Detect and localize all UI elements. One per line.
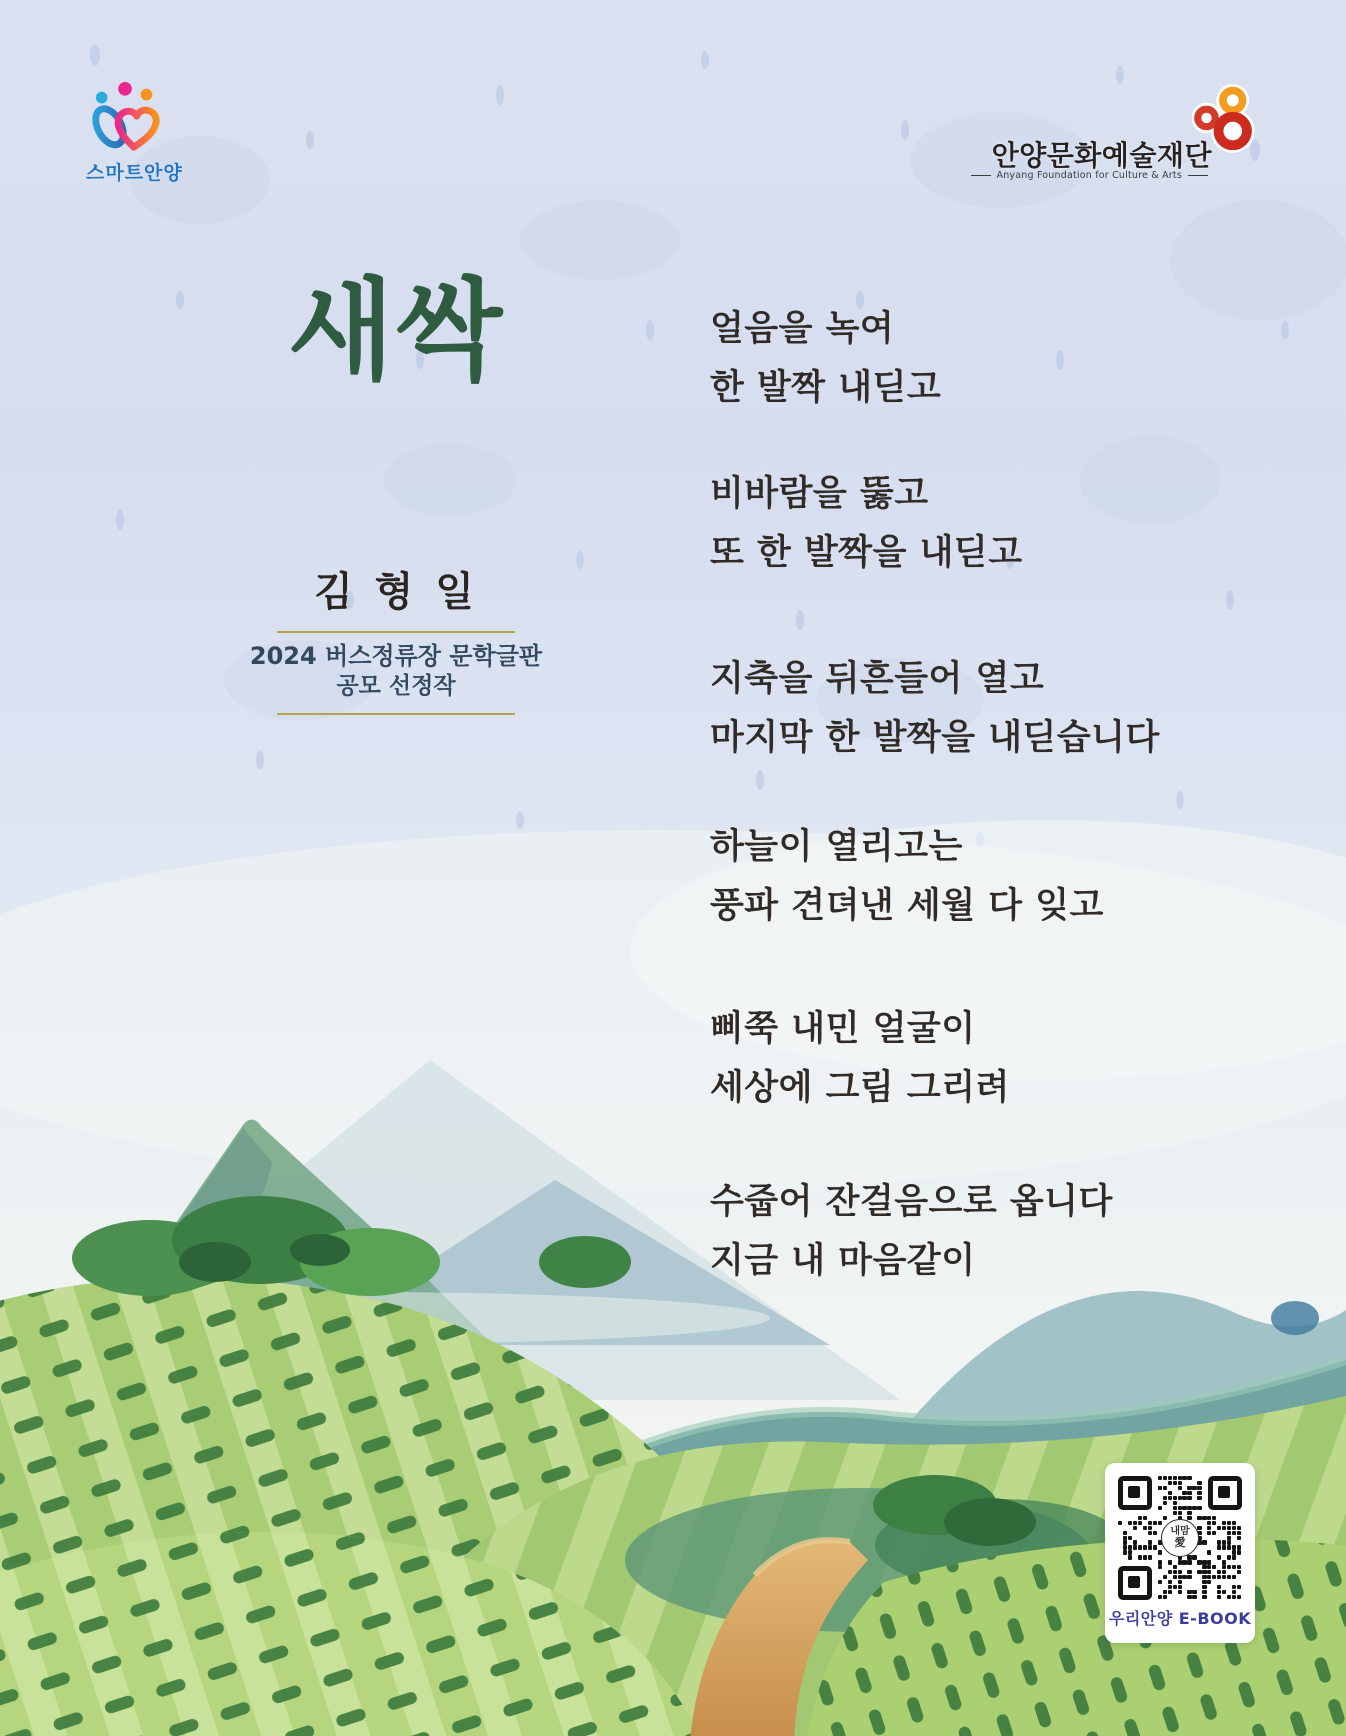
qr-module: [1178, 1560, 1182, 1564]
qr-module: [1173, 1585, 1177, 1589]
qr-module: [1182, 1506, 1186, 1510]
qr-module: [1197, 1516, 1201, 1520]
qr-module: [1148, 1545, 1152, 1549]
poem-line: 세상에 그림 그리려: [710, 1068, 1010, 1108]
qr-module: [1163, 1516, 1167, 1520]
qr-module: [1232, 1545, 1236, 1549]
qr-module: [1237, 1570, 1241, 1574]
qr-module: [1128, 1550, 1132, 1554]
qr-module: [1217, 1526, 1221, 1530]
qr-module: [1178, 1590, 1182, 1594]
qr-module: [1222, 1575, 1226, 1579]
qr-module: [1197, 1481, 1201, 1485]
qr-module: [1207, 1580, 1211, 1584]
qr-module: [1192, 1595, 1196, 1599]
qr-module: [1207, 1560, 1211, 1564]
poem-line: 하늘이 열리고는: [710, 827, 963, 867]
qr-module: [1173, 1476, 1177, 1480]
qr-module: [1217, 1570, 1221, 1574]
qr-module: [1128, 1545, 1132, 1549]
qr-module: [1222, 1570, 1226, 1574]
qr-module: [1227, 1575, 1231, 1579]
qr-stamp-text-2: 愛: [1174, 1536, 1186, 1550]
qr-module: [1163, 1476, 1167, 1480]
qr-module: [1153, 1521, 1157, 1525]
qr-module: [1143, 1516, 1147, 1520]
qr-module: [1232, 1531, 1236, 1535]
poem-stanza-3: [710, 650, 1160, 768]
qr-module: [1227, 1595, 1231, 1599]
qr-module: [1232, 1565, 1236, 1569]
qr-module: [1237, 1550, 1241, 1554]
qr-module: [1187, 1506, 1191, 1510]
smart-anyang-logo: [86, 82, 196, 185]
qr-module: [1182, 1575, 1186, 1579]
qr-module: [1217, 1545, 1221, 1549]
qr-module: [1237, 1585, 1241, 1589]
qr-module: [1138, 1521, 1142, 1525]
qr-module: [1202, 1575, 1206, 1579]
qr-module: [1123, 1540, 1127, 1544]
qr-module: [1163, 1595, 1167, 1599]
qr-module: [1212, 1565, 1216, 1569]
qr-module: [1187, 1486, 1191, 1490]
qr-module: [1222, 1545, 1226, 1549]
qr-module: [1237, 1545, 1241, 1549]
qr-stamp-text-1: 내맘: [1170, 1525, 1190, 1537]
qr-module: [1163, 1590, 1167, 1594]
qr-module: [1217, 1575, 1221, 1579]
qr-module: [1227, 1565, 1231, 1569]
poem-line: 풍파 견뎌낸 세월 다 잊고: [710, 886, 1104, 926]
qr-module: [1138, 1555, 1142, 1559]
qr-code: [1118, 1476, 1242, 1600]
contest-line-2: 공모 선정작: [336, 673, 456, 699]
qr-module: [1168, 1590, 1172, 1594]
qr-module: [1197, 1570, 1201, 1574]
contest-line-1: 2024 버스정류장 문학글판: [249, 642, 543, 670]
qr-module: [1192, 1590, 1196, 1594]
qr-module: [1163, 1486, 1167, 1490]
qr-module: [1237, 1595, 1241, 1599]
qr-module: [1173, 1575, 1177, 1579]
qr-module: [1212, 1575, 1216, 1579]
poem-line: 지축을 뒤흔들어 열고: [710, 659, 1045, 699]
qr-module: [1207, 1526, 1211, 1530]
qr-module: [1178, 1580, 1182, 1584]
qr-module: [1158, 1486, 1162, 1490]
qr-module: [1148, 1526, 1152, 1530]
qr-module: [1197, 1506, 1201, 1510]
qr-module: [1217, 1595, 1221, 1599]
qr-module: [1123, 1536, 1127, 1540]
qr-module: [1202, 1516, 1206, 1520]
qr-module: [1173, 1501, 1177, 1505]
qr-module: [1133, 1540, 1137, 1544]
qr-module: [1187, 1575, 1191, 1579]
qr-module: [1173, 1565, 1177, 1569]
qr-module: [1187, 1496, 1191, 1500]
qr-finder-icon: [1118, 1476, 1152, 1510]
qr-module: [1178, 1486, 1182, 1490]
qr-module: [1182, 1491, 1186, 1495]
qr-module: [1178, 1585, 1182, 1589]
qr-module: [1153, 1545, 1157, 1549]
qr-module: [1128, 1536, 1132, 1540]
qr-module: [1207, 1550, 1211, 1554]
qr-module: [1202, 1595, 1206, 1599]
qr-module: [1227, 1536, 1231, 1540]
qr-module: [1222, 1590, 1226, 1594]
qr-module: [1182, 1496, 1186, 1500]
poem-line: 또 한 발짝을 내딛고: [710, 533, 1023, 573]
qr-module: [1237, 1526, 1241, 1530]
qr-module: [1222, 1560, 1226, 1564]
qr-module: [1227, 1531, 1231, 1535]
qr-module: [1202, 1580, 1206, 1584]
poem-line: 비바람을 뚫고: [710, 474, 929, 514]
qr-module: [1207, 1531, 1211, 1535]
qr-module: [1128, 1521, 1132, 1525]
qr-module: [1168, 1560, 1172, 1564]
qr-module: [1158, 1560, 1162, 1564]
qr-module: [1163, 1501, 1167, 1505]
qr-module: [1222, 1540, 1226, 1544]
qr-module: [1148, 1521, 1152, 1525]
foundation-subtitle: Anyang Foundation for Culture & Arts: [952, 170, 1214, 181]
qr-module: [1217, 1555, 1221, 1559]
qr-module: [1148, 1531, 1152, 1535]
qr-module: [1227, 1540, 1231, 1544]
qr-module: [1178, 1476, 1182, 1480]
qr-module: [1232, 1595, 1236, 1599]
qr-module: [1173, 1511, 1177, 1515]
qr-module: [1143, 1555, 1147, 1559]
qr-module: [1187, 1555, 1191, 1559]
qr-module: [1123, 1545, 1127, 1549]
qr-module: [1128, 1555, 1132, 1559]
qr-module: [1212, 1521, 1216, 1525]
qr-module: [1227, 1521, 1231, 1525]
qr-module: [1168, 1491, 1172, 1495]
qr-module: [1232, 1526, 1236, 1530]
qr-module: [1207, 1516, 1211, 1520]
poem-stanza-5: [710, 1000, 1010, 1118]
qr-module: [1158, 1595, 1162, 1599]
qr-module: [1192, 1486, 1196, 1490]
qr-finder-icon: [1208, 1476, 1242, 1510]
qr-module: [1173, 1481, 1177, 1485]
qr-module: [1187, 1590, 1191, 1594]
qr-module: [1197, 1486, 1201, 1490]
qr-module: [1202, 1585, 1206, 1589]
qr-module: [1158, 1506, 1162, 1510]
qr-module: [1222, 1565, 1226, 1569]
poem-stanza-2: [710, 465, 1023, 583]
qr-module: [1202, 1540, 1206, 1544]
qr-module: [1178, 1496, 1182, 1500]
qr-module: [1178, 1511, 1182, 1515]
divider-line-bottom: [277, 713, 515, 715]
poem-stanza-1: [710, 300, 941, 418]
qr-module: [1158, 1521, 1162, 1525]
qr-module: [1212, 1516, 1216, 1520]
qr-module: [1123, 1531, 1127, 1535]
qr-module: [1197, 1526, 1201, 1530]
qr-module: [1227, 1526, 1231, 1530]
qr-module: [1187, 1491, 1191, 1495]
qr-module: [1187, 1560, 1191, 1564]
qr-module: [1133, 1526, 1137, 1530]
qr-module: [1138, 1545, 1142, 1549]
qr-module: [1178, 1570, 1182, 1574]
qr-module: [1187, 1595, 1191, 1599]
qr-module: [1187, 1511, 1191, 1515]
poem-line: 삐쭉 내민 얼굴이: [710, 1009, 976, 1049]
qr-module: [1118, 1521, 1122, 1525]
linked-people-heart-icon: [88, 82, 166, 154]
qr-module: [1207, 1570, 1211, 1574]
qr-caption: 우리안양 E-BOOK: [1108, 1609, 1252, 1628]
qr-module: [1168, 1496, 1172, 1500]
ebook-qr-panel: [1105, 1463, 1255, 1643]
qr-center-stamp-icon: [1161, 1519, 1199, 1557]
qr-module: [1148, 1555, 1152, 1559]
poem-line: 얼음을 녹여: [710, 309, 895, 349]
qr-module: [1143, 1545, 1147, 1549]
qr-module: [1173, 1506, 1177, 1510]
qr-module: [1163, 1496, 1167, 1500]
qr-module: [1178, 1506, 1182, 1510]
qr-module: [1133, 1545, 1137, 1549]
qr-module: [1197, 1496, 1201, 1500]
poem-stanza-4: [710, 818, 1104, 936]
poem-line: 한 발짝 내딛고: [710, 368, 942, 408]
qr-module: [1207, 1575, 1211, 1579]
author-name: 김 형 일: [314, 569, 478, 615]
qr-module: [1158, 1565, 1162, 1569]
qr-module: [1187, 1476, 1191, 1480]
qr-module: [1227, 1545, 1231, 1549]
qr-module: [1232, 1590, 1236, 1594]
qr-module: [1227, 1555, 1231, 1559]
divider-line-top: [277, 631, 515, 633]
qr-module: [1158, 1476, 1162, 1480]
qr-module: [1158, 1550, 1162, 1554]
qr-module: [1222, 1521, 1226, 1525]
qr-module: [1168, 1476, 1172, 1480]
qr-module: [1217, 1585, 1221, 1589]
qr-module: [1202, 1570, 1206, 1574]
qr-module: [1173, 1496, 1177, 1500]
qr-module: [1168, 1481, 1172, 1485]
qr-module: [1212, 1531, 1216, 1535]
qr-module: [1237, 1531, 1241, 1535]
qr-module: [1173, 1570, 1177, 1574]
qr-module: [1182, 1476, 1186, 1480]
qr-module: [1237, 1565, 1241, 1569]
qr-module: [1143, 1526, 1147, 1530]
qr-module: [1182, 1560, 1186, 1564]
qr-module: [1168, 1585, 1172, 1589]
poem-line: 지금 내 마음같이: [710, 1241, 976, 1281]
qr-module: [1168, 1580, 1172, 1584]
foundation-name: 안양문화예술재단: [991, 139, 1212, 172]
qr-module: [1133, 1521, 1137, 1525]
poem-title: 새싹: [287, 267, 505, 395]
qr-module: [1197, 1560, 1201, 1564]
qr-module: [1202, 1560, 1206, 1564]
poem-stanza-6: [710, 1173, 1113, 1291]
author-block: [246, 560, 546, 715]
qr-module: [1163, 1575, 1167, 1579]
poem-line: 마지막 한 발짝을 내딛습니다: [710, 718, 1160, 758]
qr-module: [1232, 1555, 1236, 1559]
qr-module: [1232, 1585, 1236, 1589]
qr-module: [1158, 1580, 1162, 1584]
qr-module: [1187, 1516, 1191, 1520]
qr-finder-icon: [1118, 1566, 1152, 1600]
qr-module: [1237, 1536, 1241, 1540]
qr-module: [1222, 1526, 1226, 1530]
qr-module: [1187, 1570, 1191, 1574]
qr-module: [1138, 1516, 1142, 1520]
qr-module: [1148, 1540, 1152, 1544]
qr-module: [1178, 1481, 1182, 1485]
qr-module: [1178, 1575, 1182, 1579]
qr-module: [1217, 1540, 1221, 1544]
qr-module: [1232, 1575, 1236, 1579]
qr-module: [1202, 1590, 1206, 1594]
qr-module: [1197, 1491, 1201, 1495]
qr-module: [1207, 1521, 1211, 1525]
qr-module: [1217, 1590, 1221, 1594]
qr-module: [1123, 1550, 1127, 1554]
qr-module: [1202, 1565, 1206, 1569]
qr-module: [1192, 1555, 1196, 1559]
qr-module: [1232, 1550, 1236, 1554]
smart-anyang-label: 스마트안양: [86, 162, 183, 184]
qr-module: [1232, 1521, 1236, 1525]
qr-module: [1168, 1570, 1172, 1574]
poem-line: 수줍어 잔걸음으로 옵니다: [710, 1182, 1113, 1222]
qr-module: [1192, 1506, 1196, 1510]
qr-module: [1207, 1565, 1211, 1569]
qr-module: [1153, 1531, 1157, 1535]
